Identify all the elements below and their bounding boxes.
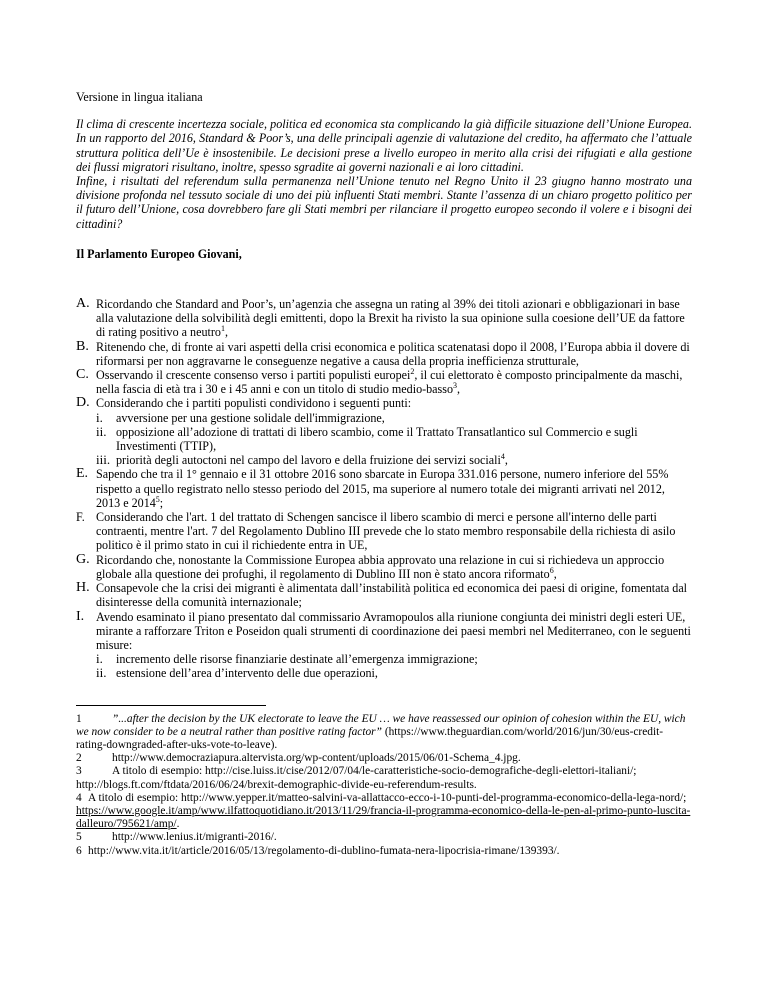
footnote-5 — [76, 831, 692, 844]
sub-clause-text: opposizione all’adozione di trattati di libero scambio, come il Trattato Transatlantico sul Commercio e sugli Investimenti (TTIP), — [116, 424, 638, 454]
footnote-link[interactable]: https://www.google.it/amp/www.ilfattoquotidiano.it/2013/11/29/francia-il-programma-economico-della-le-pen-al-primo-punto-luscita-dalleuro/795621/amp/ — [76, 804, 691, 831]
sub-clause — [96, 652, 692, 666]
clause-f — [76, 510, 692, 553]
sub-clause-mark: ii. — [96, 423, 107, 439]
footnote-1 — [76, 713, 692, 753]
sub-clause-text: estensione dell’area d’intervento delle due operazioni, — [116, 666, 378, 681]
footnote-text[interactable]: A titolo di esempio: http://cise.luiss.it/cise/2012/07/04/le-caratteristiche-socio-demografiche-degli-elettori-italiani/; http://blogs.ft.com/ftdata/2016/06/24/brexit-demographic-divide-eu-referendum-results. — [76, 765, 637, 791]
clause-mark: F. — [76, 510, 85, 525]
sub-clause-mark: i. — [96, 409, 103, 425]
clause-b — [76, 340, 692, 368]
clause-i — [76, 610, 692, 681]
sub-clause-mark: i. — [96, 651, 103, 667]
clause-text: Avendo esaminato il piano presentato dal commissario Avramopoulos alla riunione congiunta dei ministri degli esteri UE, mirante a rafforzare Triton e Poseidon quali strumenti di coordinazione dei paesi membri nel Mediterraneo, con le seguenti misure: — [96, 609, 691, 652]
clause-text: Ricordando che Standard and Poor’s, un’agenzia che assegna un rating al 39% dei titoli azionari e obbligazionari in base alla valutazione della solvibilità degli emittenti, dopo la Brexit ha rivisto la sua opinione sulla coesione dell’UE da fattore di rating positivo a neutro — [96, 297, 685, 340]
clause-text: Ricordando che, nonostante la Commissione Europea abbia approvato una relazione in cui si richiedeva un approccio globale alla questione dei profughi, il regolamento di Dublino III non è stato ancora riformato — [96, 552, 665, 581]
clause-a — [76, 297, 692, 340]
preamble-clauses — [76, 297, 692, 680]
clause-e — [76, 467, 692, 510]
intro-text — [76, 117, 692, 231]
sub-clause-mark: ii. — [96, 665, 107, 681]
parliament-heading: Il Parlamento Europeo Giovani, — [76, 246, 242, 261]
footnote-ref[interactable]: 1 — [220, 324, 225, 334]
footnote-ref[interactable]: 3 — [453, 381, 458, 391]
clause-punct: , — [553, 566, 557, 581]
sub-clause-text: avversione per una gestione solidale dell'immigrazione, — [116, 410, 385, 425]
footnote-link[interactable]: http://www.lenius.it/migranti-2016/. — [112, 831, 277, 844]
clause-text: , il cui elettorato è composto principalmente da maschi, nella fascia di età tra i 30 e i 45 anni e con un titolo di studio medio-basso — [96, 368, 683, 397]
footnote-number: 3 — [76, 765, 82, 778]
clause-d — [76, 396, 692, 467]
clause-mark: G. — [76, 551, 90, 567]
intro-paragraph-2: Infine, i risultati del referendum sulla permanenza nell’Unione tenuto nel Regno Unito il 23 giugno hanno mostrato una divisione profonda nel tessuto sociale di uno dei più influenti Stati membri. Stante l’assenza di un chiaro progetto politico per il futuro dell’Unione, cosa dovrebbero fare gli Stati membri per rilanciare il progetto europeo secondo il volere e i bisogni dei cittadini? — [76, 174, 692, 231]
sub-clause-text: priorità degli autoctoni nel campo del lavoro e della fruizione dei servizi sociali — [116, 453, 501, 468]
sub-clause — [96, 666, 692, 680]
footnote-ref[interactable]: 6 — [549, 565, 554, 575]
sub-clause-text: incremento delle risorse finanziarie destinate all’emergenza immigrazione; — [116, 652, 478, 667]
footnote-4 — [76, 792, 692, 832]
footnote-ref[interactable]: 5 — [155, 494, 160, 504]
clause-mark: C. — [76, 367, 89, 383]
footnote-quote: ”...after the decision by the UK electorate to leave the EU … we have reassessed our opinion of cohesion within the EU, wich we now consider to be a neutral rather than positive rating factor” — [76, 712, 686, 738]
footnote-number: 6 — [76, 844, 82, 857]
footnote-separator — [76, 705, 266, 706]
clause-c — [76, 368, 692, 396]
footnote-ref[interactable]: 4 — [500, 452, 505, 462]
clause-punct: , — [457, 382, 461, 397]
clause-g — [76, 553, 692, 581]
clause-mark: A. — [76, 296, 90, 312]
clause-text: Consapevole che la crisi dei migranti è alimentata dall’instabilità politica ed economica dei paesi di origine, fomentata dal disinteresse della comunità internazionale; — [96, 581, 688, 610]
version-label: Versione in lingua italiana — [76, 90, 203, 104]
sub-clause — [96, 411, 692, 425]
footnote-ref[interactable]: 2 — [410, 367, 415, 377]
footnotes — [76, 713, 692, 858]
footnote-link[interactable]: http://www.democraziapura.altervista.org/wp-content/uploads/2015/06/01-Schema_4.jpg. — [112, 752, 521, 765]
footnote-number: 2 — [76, 752, 82, 765]
clause-mark: I. — [76, 608, 85, 624]
footnote-number: 1 — [76, 712, 82, 725]
clause-h — [76, 581, 692, 609]
footnote-number: 4 — [76, 791, 82, 804]
clause-mark: B. — [76, 338, 89, 354]
footnote-2 — [76, 752, 692, 765]
clause-punct: , — [504, 453, 508, 468]
clause-mark: E. — [76, 466, 89, 482]
clause-punct: ; — [159, 495, 164, 510]
footnote-6 — [76, 845, 692, 858]
intro-paragraph-1: Il clima di crescente incertezza sociale, politica ed economica sta complicando la già difficile situazione dell’Unione Europea. In un rapporto del 2016, Standard & Poor’s, una delle principali agenzie di valutazione del credito, ha affermato che l’attuale struttura politica dell’Ue è insostenibile. Le decisioni prese a livello europeo in merito alla crisi dei rifugiati e alla gestione dei flussi migratori risultano, inoltre, spesso sgradite ai governi nazionali e ai loro cittadini. — [76, 117, 692, 174]
clause-text: Considerando che i partiti populisti condividono i seguenti punti: — [96, 396, 412, 411]
clause-text: Ritenendo che, di fronte ai vari aspetti della crisi economica e politica scatenatasi dopo il 2008, l’Europa abbia il dovere di riformarsi per non aggravarne le conseguenze negative a causa della propria inefficienza strutturale, — [96, 339, 690, 368]
sub-clause-mark: iii. — [96, 452, 111, 468]
clause-text: Osservando il crescente consenso verso i partiti populisti europei — [96, 368, 411, 383]
sub-clause — [96, 453, 692, 467]
footnote-link[interactable]: (https://www.theguardian.com/world/2016/jun/30/eus-credit-rating-downgraded-after-uks-vote-to-leave). — [76, 725, 664, 751]
clause-text: Considerando che l'art. 1 del trattato di Schengen sancisce il libero scambio di merci e persone all'interno delle parti contraenti, mentre l'art. 7 del Regolamento Dublino III prevede che lo stato membro responsabile della richiesta di asilo politico è il primo stato in cui il richiedente entra in UE, — [96, 510, 676, 553]
footnote-number: 5 — [76, 831, 82, 844]
footnote-link[interactable]: http://www.vita.it/it/article/2016/05/13/regolamento-di-dublino-fumata-nera-lipocrisia-rimane/139393/. — [88, 844, 560, 857]
clause-punct: , — [224, 325, 228, 340]
clause-mark: D. — [76, 395, 90, 411]
footnote-3 — [76, 765, 692, 791]
footnote-text[interactable]: A titolo di esempio: http://www.yepper.it/matteo-salvini-va-allattacco-ecco-i-10-punti-del-programma-economico-della-lega-nord/; — [88, 791, 687, 804]
sub-clause — [96, 425, 692, 453]
footnote-punct: . — [176, 818, 180, 831]
clause-text: Sapendo che tra il 1° gennaio e il 31 ottobre 2016 sono sbarcate in Europa 331.016 persone, numero inferiore del 55% rispetto a quello registrato nello stesso periodo del 2015, ma superiore al numero totale dei migranti arrivati nel 2012, 2013 e 2014 — [96, 467, 669, 510]
clause-mark: H. — [76, 580, 90, 596]
